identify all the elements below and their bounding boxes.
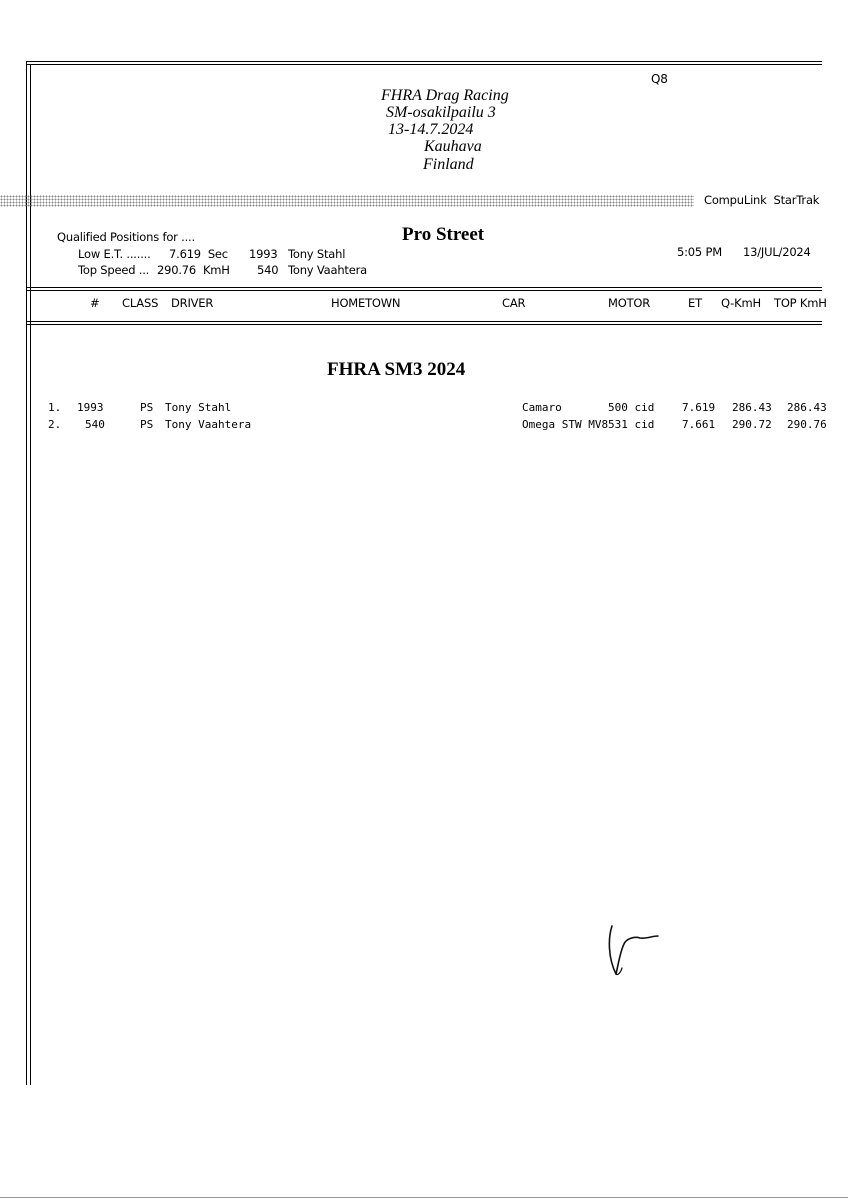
frame-top-line [27, 61, 822, 62]
row-car-number: 1993 [77, 401, 104, 414]
frame-columns-divider-2 [27, 324, 822, 325]
row-driver: Tony Vaahtera [165, 418, 252, 431]
col-header-driver: DRIVER [171, 296, 214, 310]
frame-top-line-2 [27, 64, 822, 65]
col-header-motor: MOTOR [608, 296, 651, 310]
low-et-number: 1993 [249, 247, 278, 261]
row-motor: 500 cid [608, 401, 655, 414]
col-header-class: CLASS [122, 296, 159, 310]
col-header-et: ET [688, 296, 702, 310]
col-header-top-kmh: TOP KmH [774, 296, 827, 310]
row-car: Camaro [522, 401, 562, 414]
qualified-label: Qualified Positions for .... [57, 230, 195, 244]
handwritten-signature [600, 922, 664, 982]
row-motor: 531 cid [608, 418, 655, 431]
event-title: FHRA Drag Racing [381, 87, 509, 104]
row-class: PS [140, 401, 154, 414]
event-subtitle: SM-osakilpailu 3 [386, 104, 496, 121]
frame-header-divider-2 [27, 290, 822, 291]
row-position: 2. [48, 418, 62, 431]
row-qkmh: 286.43 [732, 401, 772, 414]
event-city: Kauhava [424, 138, 482, 155]
top-speed-value: 290.76 KmH [157, 263, 230, 277]
low-et-value: 7.619 Sec [169, 247, 228, 261]
row-position: 1. [48, 401, 62, 414]
low-et-driver: Tony Stahl [288, 247, 346, 261]
row-et: 7.661 [682, 418, 716, 431]
row-driver: Tony Stahl [165, 401, 232, 414]
page-code: Q8 [651, 72, 668, 86]
row-car-number: 540 [85, 418, 105, 431]
frame-columns-divider [27, 321, 822, 322]
frame-header-divider [27, 287, 822, 288]
top-speed-driver: Tony Vaahtera [288, 263, 367, 277]
frame-left-line-2 [30, 64, 31, 1085]
col-header-number: # [90, 296, 100, 310]
top-speed-label: Top Speed ... [78, 263, 150, 277]
class-title: Pro Street [402, 224, 485, 245]
row-top-kmh: 286.43 [787, 401, 827, 414]
row-class: PS [140, 418, 154, 431]
low-et-label: Low E.T. ....... [78, 247, 151, 261]
frame-left-line [26, 61, 27, 1085]
row-top-kmh: 290.76 [787, 418, 827, 431]
col-header-hometown: HOMETOWN [331, 296, 401, 310]
frame-bottom-line [0, 1197, 848, 1198]
dotted-separator [0, 195, 694, 207]
system-label: CompuLink StarTrak [704, 193, 820, 207]
row-car: Omega STW MV8 [522, 418, 609, 431]
event-dates: 13-14.7.2024 [388, 121, 474, 138]
row-qkmh: 290.72 [732, 418, 772, 431]
row-et: 7.619 [682, 401, 716, 414]
event-country: Finland [423, 156, 474, 173]
col-header-car: CAR [502, 296, 526, 310]
report-time: 5:05 PM [677, 245, 722, 259]
section-title: FHRA SM3 2024 [327, 359, 466, 380]
col-header-qkmh: Q-KmH [721, 296, 761, 310]
top-speed-number: 540 [257, 263, 279, 277]
report-date: 13/JUL/2024 [743, 245, 811, 259]
